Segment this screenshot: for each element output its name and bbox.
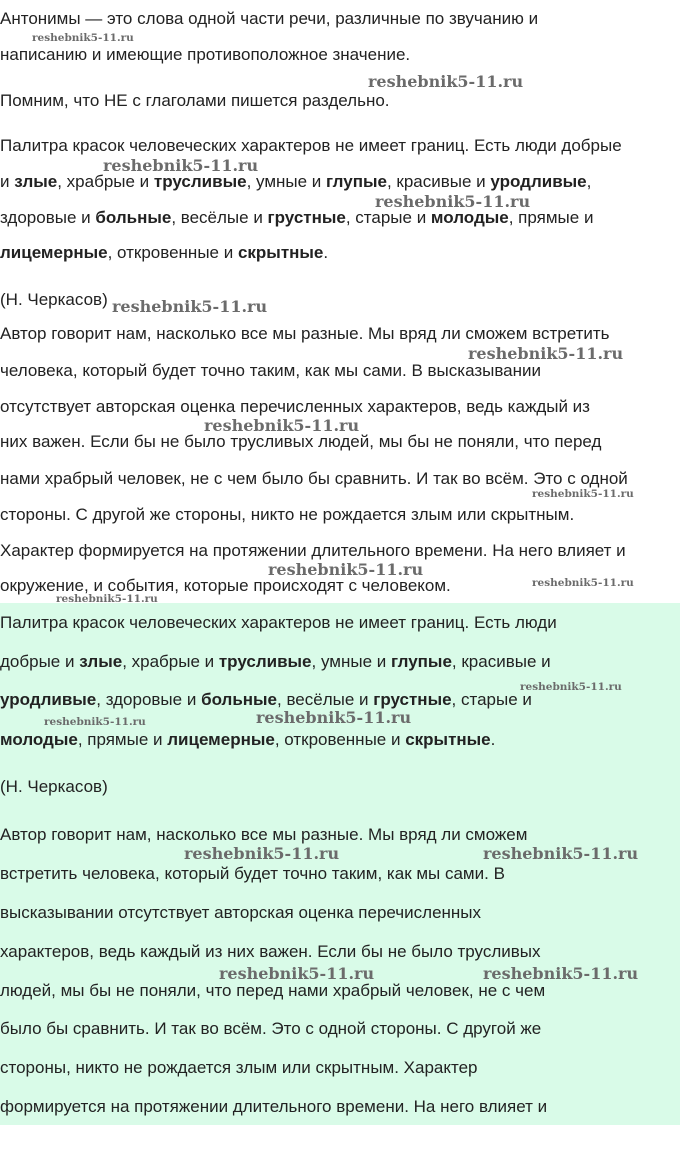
- watermark: reshebnik5-11.ru: [483, 964, 639, 983]
- watermark: reshebnik5-11.ru: [375, 192, 531, 211]
- quote-author: (Н. Черкасов): [0, 290, 108, 309]
- analysis-line: нами храбрый человек, не с чем было бы сравнить. И так во всём. Это с одной: [0, 469, 628, 488]
- quote-line: Палитра красок человеческих характеров не имеет границ. Есть люди: [0, 613, 557, 632]
- quote-line: здоровые и больные, весёлые и грустные, старые и молодые, прямые и: [0, 208, 594, 227]
- watermark: reshebnik5-11.ru: [483, 844, 639, 863]
- analysis-line: окружение, и события, которые происходят с человеком.: [0, 576, 451, 595]
- watermark: reshebnik5-11.ru: [44, 716, 146, 728]
- analysis-line: стороны, никто не рождается злым или скрытным. Характер: [0, 1058, 478, 1077]
- quote-line: лицемерные, откровенные и скрытные.: [0, 243, 329, 262]
- watermark: reshebnik5-11.ru: [368, 72, 524, 91]
- watermark: reshebnik5-11.ru: [32, 32, 134, 44]
- watermark: reshebnik5-11.ru: [468, 344, 624, 363]
- analysis-line: Автор говорит нам, насколько все мы разные. Мы вряд ли сможем: [0, 825, 528, 844]
- watermark: reshebnik5-11.ru: [520, 681, 622, 693]
- watermark: reshebnik5-11.ru: [268, 560, 424, 579]
- watermark: reshebnik5-11.ru: [56, 593, 158, 605]
- watermark: reshebnik5-11.ru: [219, 964, 375, 983]
- analysis-line: людей, мы бы не поняли, что перед нами храбрый человек, не с чем: [0, 981, 546, 1000]
- analysis-line: встретить человека, который будет точно таким, как мы сами. В: [0, 864, 505, 883]
- analysis-line: человека, который будет точно таким, как мы сами. В высказывании: [0, 361, 542, 380]
- quote-line: Палитра красок человеческих характеров не имеет границ. Есть люди добрые: [0, 136, 622, 155]
- watermark: reshebnik5-11.ru: [204, 416, 360, 435]
- watermark: reshebnik5-11.ru: [532, 488, 634, 500]
- analysis-line: отсутствует авторская оценка перечисленных характеров, ведь каждый из: [0, 397, 590, 416]
- quote-line: уродливые, здоровые и больные, весёлые и грустные, старые и: [0, 690, 532, 709]
- quote-line: молодые, прямые и лицемерные, откровенные и скрытные.: [0, 730, 496, 749]
- watermark: reshebnik5-11.ru: [532, 577, 634, 589]
- analysis-line: было бы сравнить. И так во всём. Это с одной стороны. С другой же: [0, 1019, 542, 1038]
- analysis-line: Характер формируется на протяжении длительного времени. На него влияет и: [0, 541, 626, 560]
- definition-line: написанию и имеющие противоположное значение.: [0, 45, 411, 64]
- analysis-line: характеров, ведь каждый из них важен. Если бы не было трусливых: [0, 942, 541, 961]
- quote-line: добрые и злые, храбрые и трусливые, умные и глупые, красивые и: [0, 652, 551, 671]
- analysis-line: стороны. С другой же стороны, никто не рождается злым или скрытным.: [0, 505, 575, 524]
- quote-author: (Н. Черкасов): [0, 777, 108, 796]
- quote-line: и злые, храбрые и трусливые, умные и глупые, красивые и уродливые,: [0, 172, 592, 191]
- watermark: reshebnik5-11.ru: [112, 297, 268, 316]
- analysis-line: формируется на протяжении длительного времени. На него влияет и: [0, 1097, 548, 1116]
- definition-line: Антонимы — это слова одной части речи, различные по звучанию и: [0, 9, 539, 28]
- analysis-line: высказывании отсутствует авторская оценка перечисленных: [0, 903, 482, 922]
- rule-line: Помним, что НЕ с глаголами пишется раздельно.: [0, 91, 390, 110]
- watermark: reshebnik5-11.ru: [256, 708, 412, 727]
- analysis-line: Автор говорит нам, насколько все мы разные. Мы вряд ли сможем встретить: [0, 324, 610, 343]
- watermark: reshebnik5-11.ru: [184, 844, 340, 863]
- analysis-line: них важен. Если бы не было трусливых людей, мы бы не поняли, что перед: [0, 432, 602, 451]
- watermark: reshebnik5-11.ru: [103, 156, 259, 175]
